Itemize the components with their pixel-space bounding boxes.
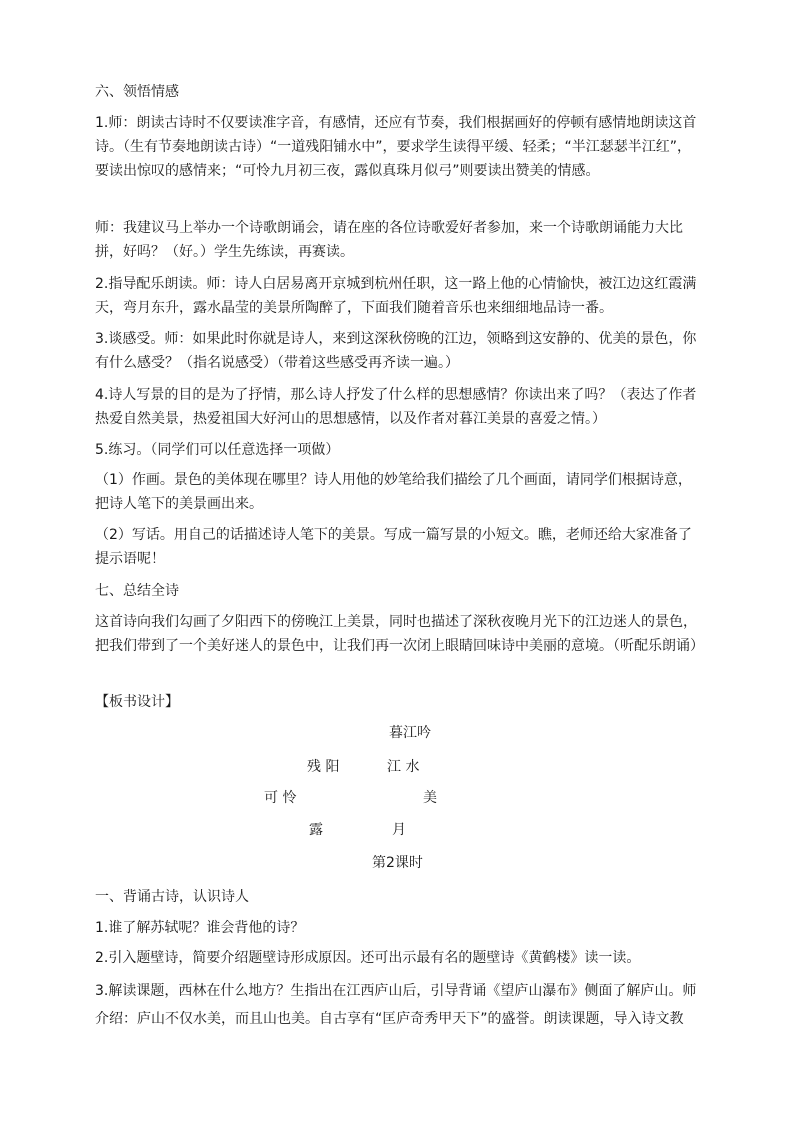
paragraph: 2.指导配乐朗读。师：诗人白居易离开京城到杭州任职，这一路上他的心情愉快，被江边这红霞满天，弯月东升，露水晶莹的美景所陶醉了，下面我们随着音乐也来细细地品诗一番。 bbox=[95, 276, 697, 316]
paragraph: （2）写话。用自己的话描述诗人笔下的美景。写成一篇写景的小短文。瞧，老师还给大家准备了提示语呢！ bbox=[95, 527, 692, 567]
paragraph: 1.师：朗读古诗时不仅要读准字音，有感情，还应有节奏，我们根据画好的停顿有感情地朗读这首诗。（生有节奏地朗读古诗）“一道残阳铺水中”，要求学生读得平缓、轻柔；“半江瑟瑟半江红”，要读出惊叹的感情来；“可怜九月初三夜，露似真珠月似弓”则要读出赞美的情感。 bbox=[95, 115, 697, 179]
board-word: 江 水 bbox=[387, 759, 420, 775]
paragraph: 3.解读课题，西林在什么地方？生指出在江西庐山后，引导背诵《望庐山瀑布》侧面了解庐山。师介绍：庐山不仅水美，而且山也美。自古享有“匡庐奇秀甲天下”的盛誉。朗读课题，导入诗文教 bbox=[95, 983, 697, 1027]
section-heading: 七、总结全诗 bbox=[95, 583, 179, 599]
board-word: 露 bbox=[309, 822, 323, 838]
paragraph: 师：我建议马上举办一个诗歌朗诵会，请在座的各位诗歌爱好者参加，来一个诗歌朗诵能力大比拼，好吗？（好。）学生先练读，再赛读。 bbox=[95, 220, 683, 260]
board-design-heading: 【板书设计】 bbox=[95, 694, 179, 710]
section-heading: 六、领悟情感 bbox=[95, 84, 179, 100]
board-word: 美 bbox=[423, 790, 437, 806]
section-heading: 一、背诵古诗，认识诗人 bbox=[95, 889, 249, 905]
paragraph: 3.谈感受。师：如果此时你就是诗人，来到这深秋傍晚的江边，领略到这安静的、优美的景色，你有什么感受？（指名说感受）（带着这些感受再齐读一遍。） bbox=[95, 331, 697, 371]
paragraph: 这首诗向我们勾画了夕阳西下的傍晚江上美景，同时也描述了深秋夜晚月光下的江边迷人的景色，把我们带到了一个美好迷人的景色中，让我们再一次闭上眼睛回味诗中美丽的意境。（听配乐朗诵） bbox=[95, 614, 704, 654]
paragraph: 2.引入题壁诗，简要介绍题壁诗形成原因。还可出示最有名的题壁诗《黄鹤楼》读一读。 bbox=[95, 950, 641, 966]
board-title: 暮江吟 bbox=[389, 725, 431, 741]
paragraph: 5.练习。（同学们可以任意选择一项做） bbox=[95, 442, 340, 458]
paragraph: 1.谁了解苏轼呢？谁会背他的诗？ bbox=[95, 920, 305, 936]
paragraph: 4.诗人写景的目的是为了抒情，那么诗人抒发了什么样的思想感情？你读出来了吗？（表达了作者热爱自然美景，热爱祖国大好河山的思想感情，以及作者对暮江美景的喜爱之情。） bbox=[95, 387, 697, 427]
board-word: 可 怜 bbox=[264, 790, 297, 806]
lesson-heading: 第2课时 bbox=[372, 855, 423, 871]
paragraph: （1）作画。景色的美体现在哪里？诗人用他的妙笔给我们描绘了几个画面，请同学们根据诗意，把诗人笔下的美景画出来。 bbox=[95, 472, 692, 512]
board-word: 残 阳 bbox=[307, 759, 340, 775]
board-word: 月 bbox=[392, 822, 406, 838]
